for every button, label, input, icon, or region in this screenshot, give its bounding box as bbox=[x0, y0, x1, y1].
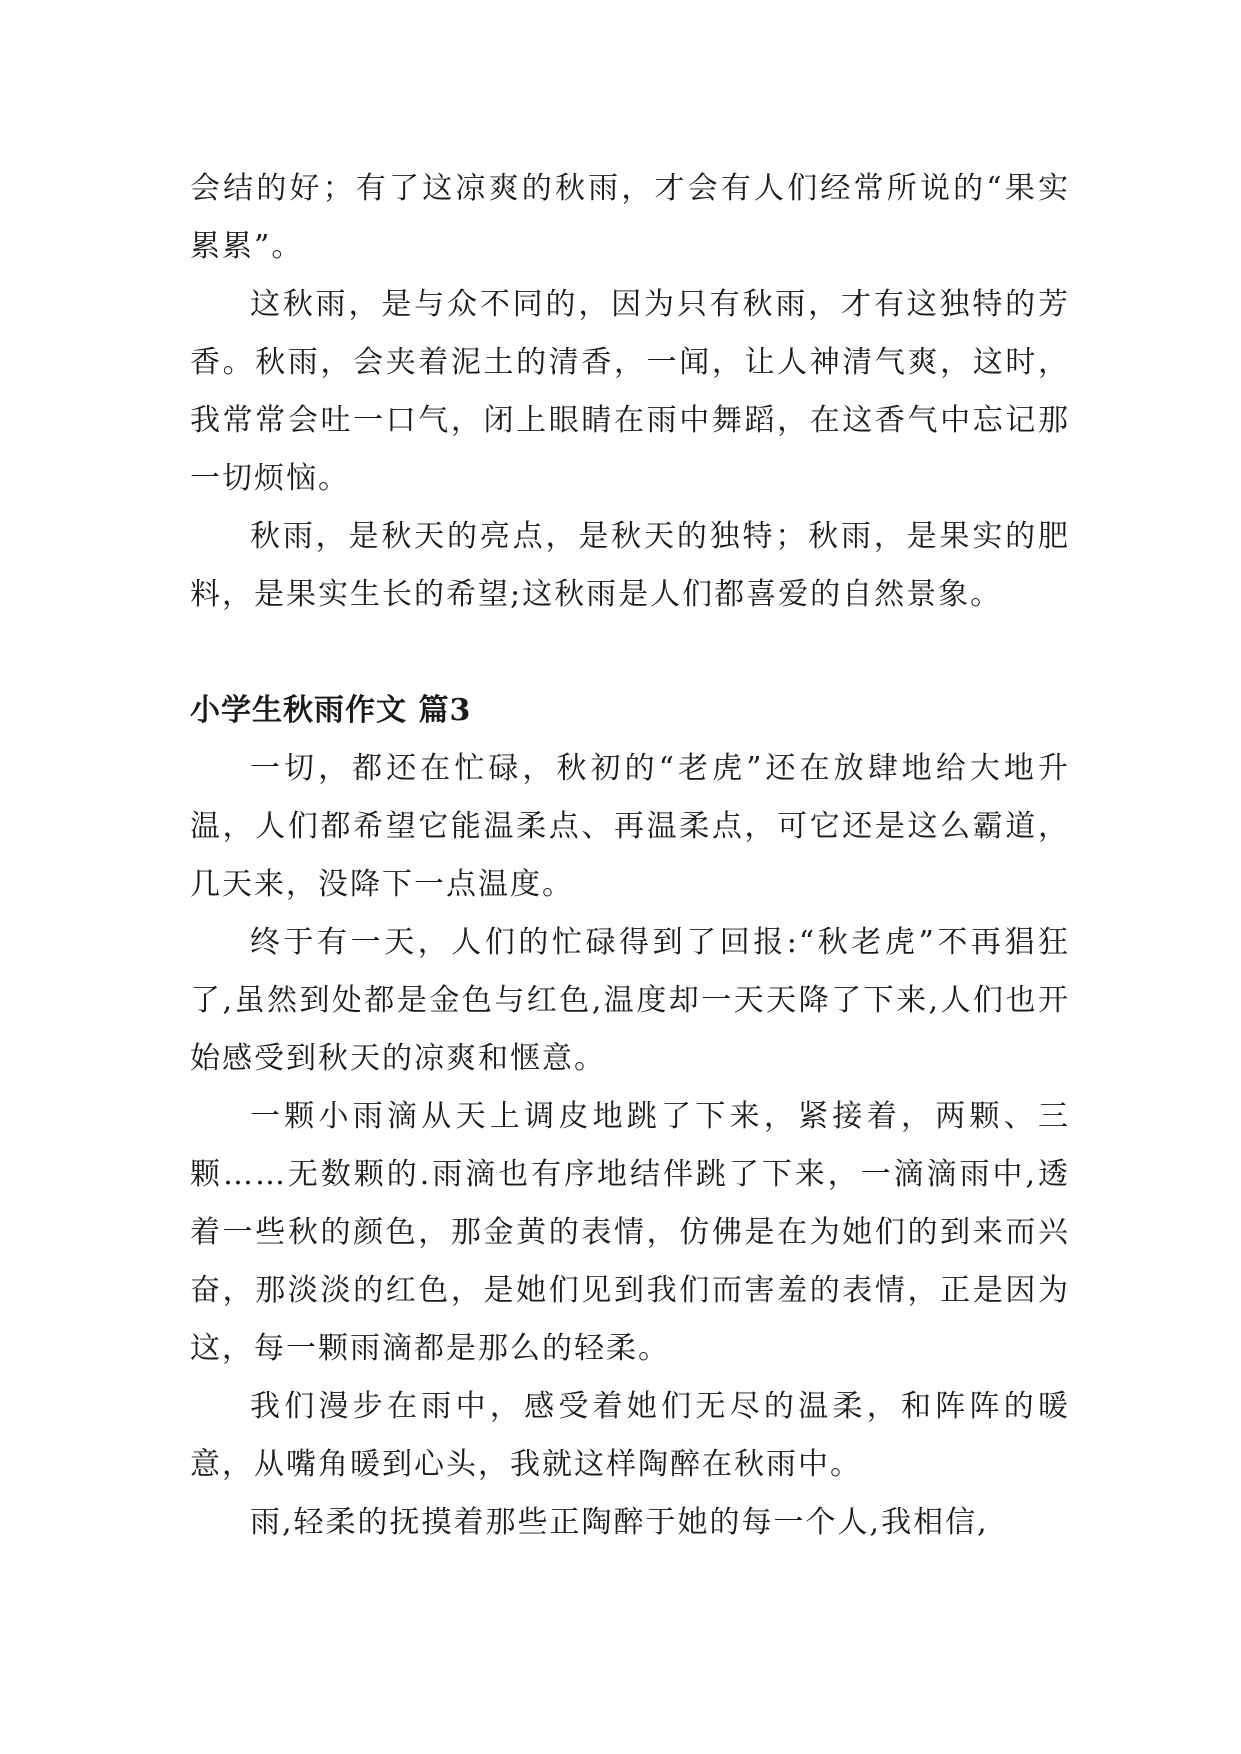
paragraph: 这秋雨，是与众不同的，因为只有秋雨，才有这独特的芳香。秋雨，会夹着泥土的清香，一闻，让人神清气爽，这时，我常常会吐一口气，闭上眼睛在雨中舞蹈，在这香气中忘记那一切烦恼。 bbox=[190, 287, 1070, 496]
section-title: 小学生秋雨作文 篇3 bbox=[190, 693, 472, 728]
paragraph: 一颗小雨滴从天上调皮地跳了下来，紧接着，两颗、三颗……无数颗的.雨滴也有序地结伴跳了下来，一滴滴雨中,透着一些秋的颜色，那金黄的表情，仿佛是在为她们的到来而兴奋，那淡淡的红色，是她们见到我们而害羞的表情，正是因为这，每一颗雨滴都是那么的轻柔。 bbox=[190, 1099, 1070, 1366]
paragraph: 雨,轻柔的抚摸着那些正陶醉于她的每一个人,我相信, bbox=[250, 1505, 989, 1540]
paragraph: 我们漫步在雨中，感受着她们无尽的温柔，和阵阵的暖意，从嘴角暖到心头，我就这样陶醉在秋雨中。 bbox=[190, 1389, 1070, 1482]
paragraph: 终于有一天，人们的忙碌得到了回报:“秋老虎”不再猖狂了,虽然到处都是金色与红色,温度却一天天降了下来,人们也开始感受到秋天的凉爽和惬意。 bbox=[190, 925, 1070, 1076]
paragraph-continuation: 会结的好；有了这凉爽的秋雨，才会有人们经常所说的“果实累累”。 bbox=[190, 171, 1070, 264]
document-body bbox=[190, 160, 1070, 1552]
paragraph: 一切，都还在忙碌，秋初的“老虎”还在放肆地给大地升温，人们都希望它能温柔点、再温柔点，可它还是这么霸道，几天来，没降下一点温度。 bbox=[190, 751, 1070, 902]
paragraph: 秋雨，是秋天的亮点，是秋天的独特；秋雨，是果实的肥料，是果实生长的希望;这秋雨是人们都喜爱的自然景象。 bbox=[190, 519, 1070, 612]
